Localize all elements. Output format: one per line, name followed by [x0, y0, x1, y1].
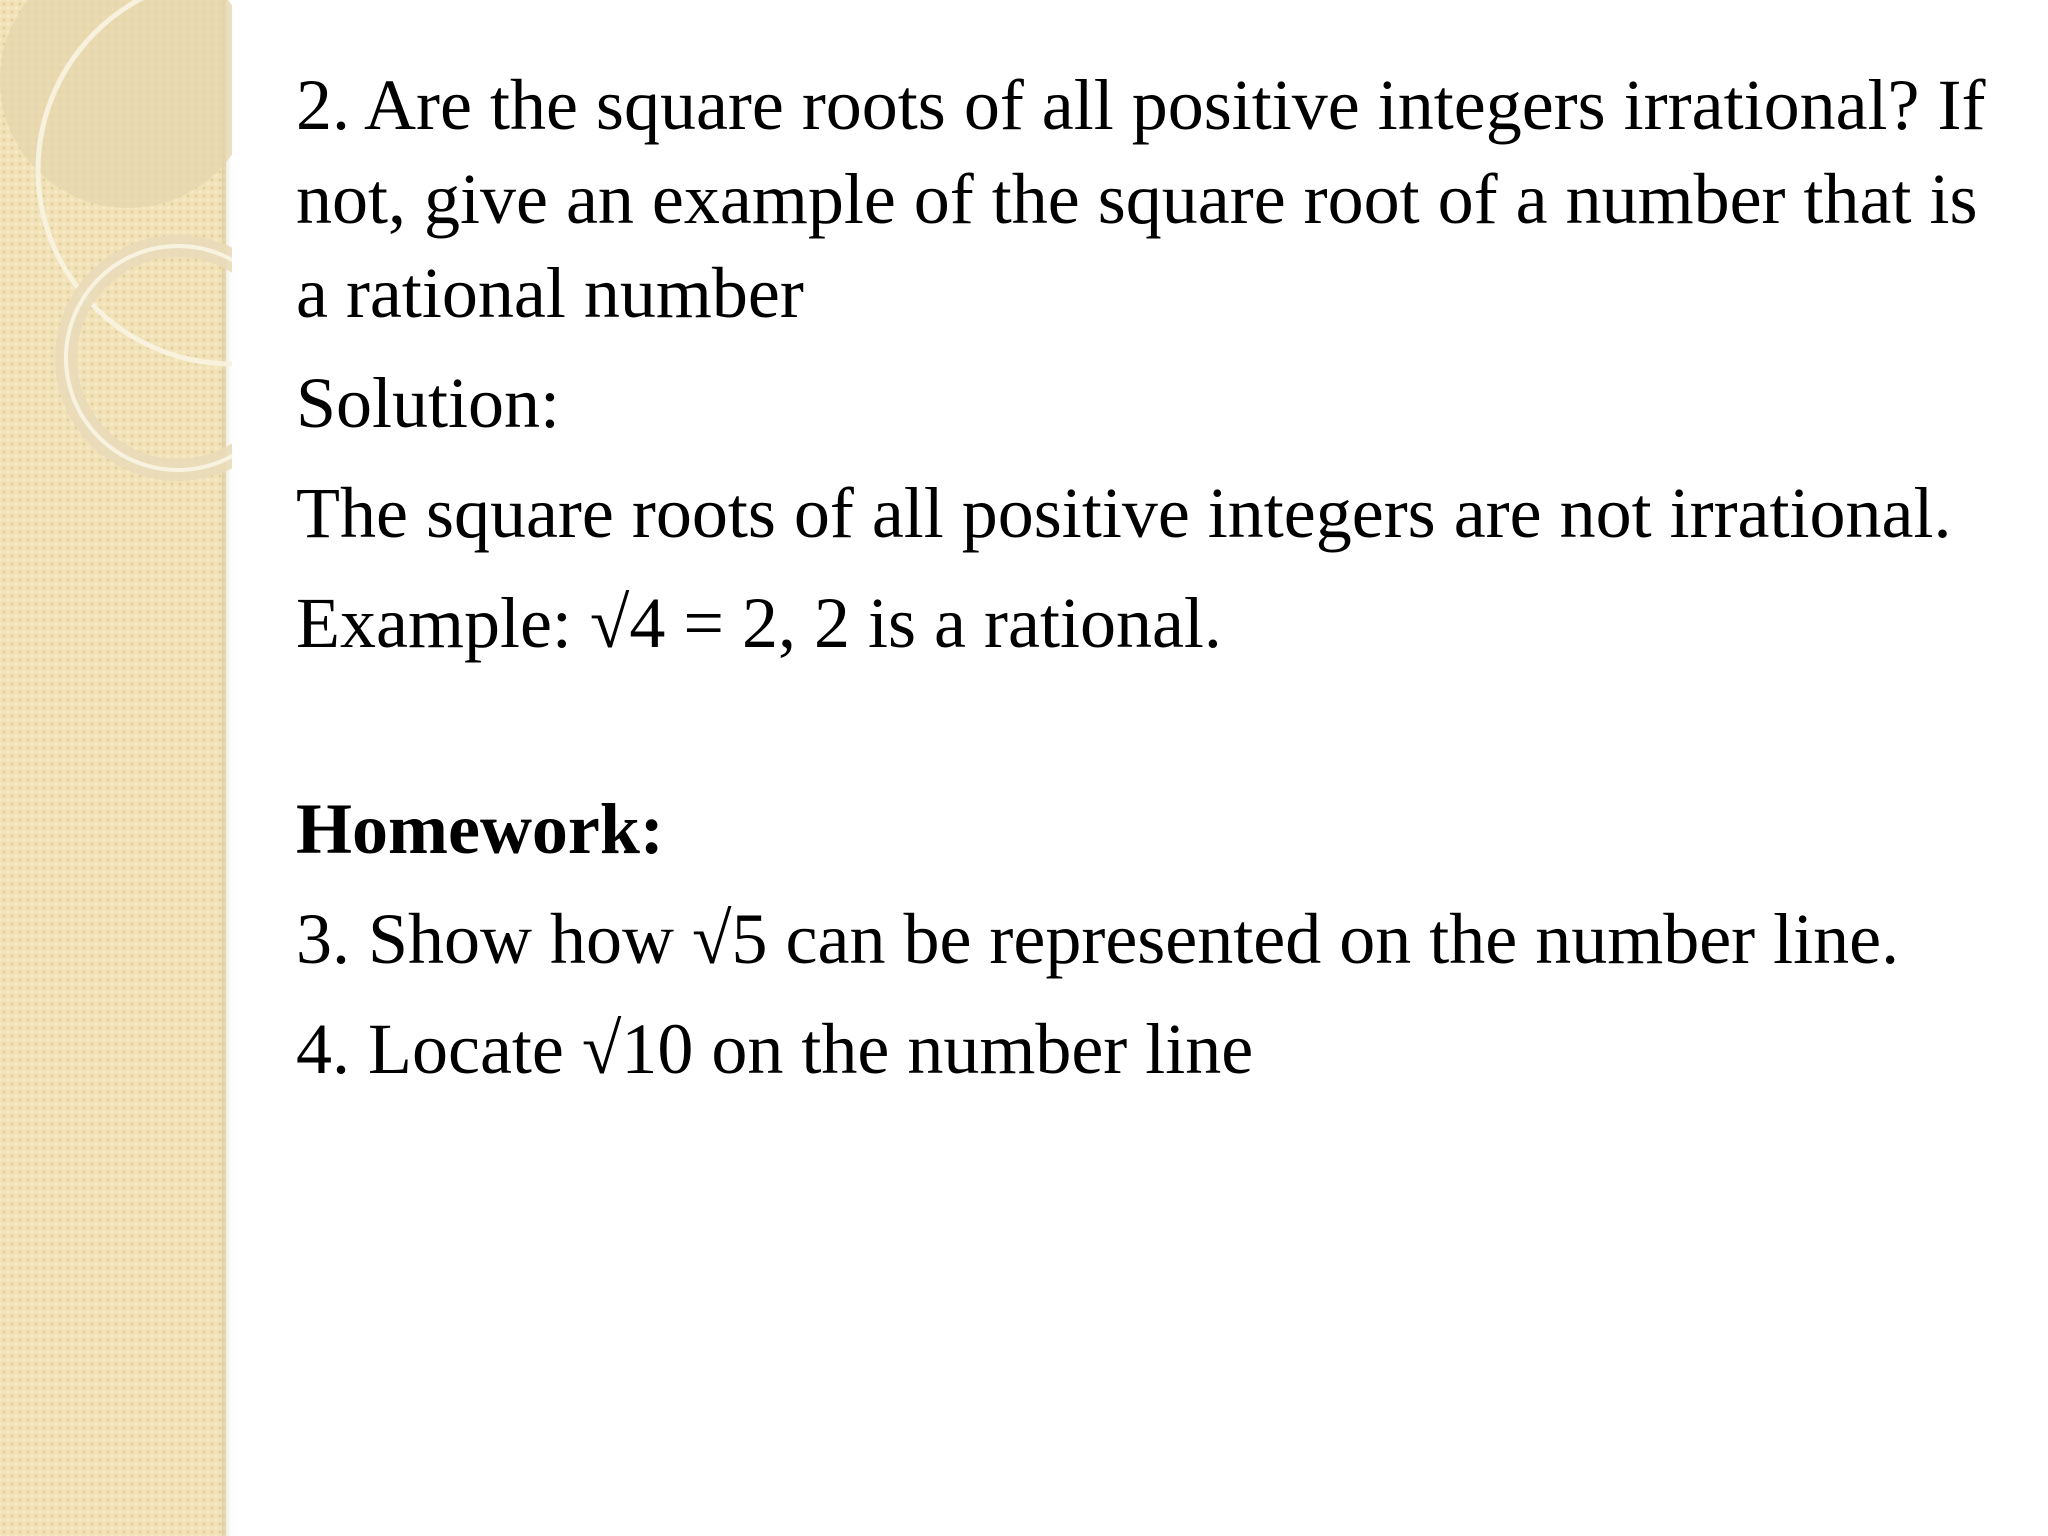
answer-text: The square roots of all positive integers are not irrational.: [296, 473, 1952, 553]
slide-content: [296, 58, 1996, 1112]
homework-item: 4. Locate √10 on the number line: [296, 1009, 1254, 1089]
example-text: Example: √4 = 2, 2 is a rational.: [296, 583, 1222, 663]
spacer: [296, 686, 1996, 782]
homework-item: 3. Show how √5 can be represented on the number line.: [296, 899, 1900, 979]
deco-ring-thick: [66, 246, 232, 470]
deco-filled-circle: [0, 0, 232, 208]
solution-label: Solution:: [296, 363, 561, 443]
decorative-circles: [0, 0, 232, 520]
homework-label: Homework:: [296, 789, 664, 869]
question-text: 2. Are the square roots of all positive integers irrational? If not, give an example of the square root of a number that is a rational number: [296, 65, 1986, 333]
